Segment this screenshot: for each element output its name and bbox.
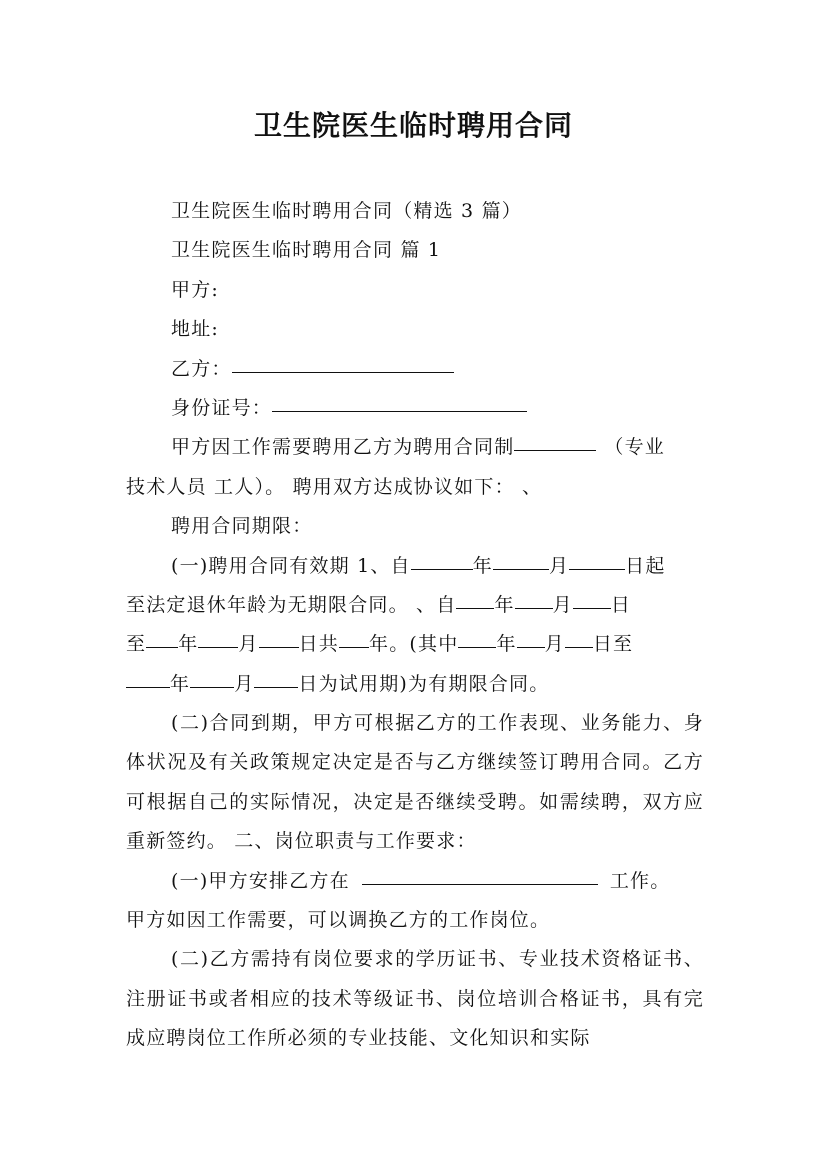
position-line-1 bbox=[126, 862, 704, 901]
party-b-line bbox=[126, 350, 704, 389]
term-line-1 bbox=[126, 547, 704, 586]
blank bbox=[456, 607, 494, 609]
position-text: (一)甲方安排乙方在 bbox=[171, 869, 350, 892]
term-text: 年 bbox=[494, 593, 515, 616]
term-text: 日 bbox=[610, 593, 632, 616]
term-text: 日起 bbox=[625, 554, 666, 577]
renewal-paragraph: (二)合同到期，甲方可根据乙方的工作表现、业务能力、身体状况及有关政策规定决定是否与乙方继续签订聘用合同。乙方可根据自己的实际情况，决定是否继续受聘。如需续聘，双方应重新签约。 二、岗位职责与工作要求： bbox=[126, 712, 704, 853]
employment-text: 甲方因工作需要聘用乙方为聘用合同制 bbox=[171, 436, 515, 459]
subtitle-line: 卫生院医生临时聘用合同（精选 3 篇） bbox=[171, 200, 522, 222]
blank bbox=[190, 686, 234, 688]
blank bbox=[573, 607, 611, 609]
blank bbox=[458, 646, 496, 648]
term-text: 至 bbox=[126, 633, 147, 656]
term-text: 月 bbox=[552, 593, 573, 616]
document-title: 卫生院医生临时聘用合同 bbox=[253, 109, 573, 142]
contract-term-heading: 聘用合同期限： bbox=[171, 515, 313, 538]
position-line-2: 甲方如因工作需要，可以调换乙方的工作岗位。 bbox=[126, 909, 551, 932]
party-b-blank bbox=[232, 371, 454, 373]
term-text: 日为试用期)为有期限合同。 bbox=[298, 672, 550, 695]
position-text: 工作。 bbox=[609, 869, 671, 892]
term-text: 月 bbox=[548, 554, 570, 577]
employment-line-2: 技术人员 工人）。 聘用双方达成协议如下： 、 bbox=[126, 475, 543, 498]
blank bbox=[198, 646, 238, 648]
blank bbox=[126, 686, 170, 688]
party-a-label: 甲方: bbox=[171, 278, 220, 301]
employment-line-1 bbox=[126, 428, 704, 467]
blank bbox=[493, 568, 549, 570]
term-text: 月 bbox=[234, 672, 255, 695]
term-text: 月 bbox=[544, 633, 565, 656]
term-line-4 bbox=[126, 665, 704, 704]
employment-text: （专业 bbox=[604, 436, 666, 459]
section-heading: 卫生院医生临时聘用合同 篇 1 bbox=[171, 239, 442, 262]
qualification-paragraph: (二)乙方需持有岗位要求的学历证书、专业技术资格证书、注册证书或者相应的技术等级证书、岗位培训合格证书，具有完成应聘岗位工作所必须的专业技能、文化知识和实际 bbox=[126, 948, 704, 1050]
blank bbox=[569, 568, 625, 570]
position-blank bbox=[362, 883, 598, 885]
blank bbox=[146, 646, 178, 648]
term-text: 日共 bbox=[298, 633, 340, 656]
id-number-blank bbox=[272, 410, 527, 412]
blank bbox=[254, 686, 298, 688]
term-text: 年 bbox=[178, 633, 199, 656]
term-line-3 bbox=[126, 625, 704, 664]
term-text: 年。(其中 bbox=[369, 633, 459, 656]
blank bbox=[515, 607, 553, 609]
blank bbox=[517, 646, 545, 648]
term-line-2 bbox=[126, 586, 704, 625]
blank bbox=[259, 646, 299, 648]
blank bbox=[411, 568, 473, 570]
blank bbox=[565, 646, 593, 648]
blank bbox=[339, 646, 369, 648]
party-b-label: 乙方： bbox=[171, 357, 232, 380]
term-text: 年 bbox=[170, 672, 191, 695]
document-body bbox=[126, 192, 704, 1059]
id-number-label: 身份证号： bbox=[171, 396, 273, 419]
id-number-line bbox=[126, 389, 704, 428]
term-text: 月 bbox=[238, 633, 259, 656]
contract-type-blank bbox=[514, 449, 596, 451]
term-text: 年 bbox=[496, 633, 517, 656]
address-label: 地址: bbox=[171, 318, 220, 341]
term-text: 年 bbox=[472, 554, 493, 577]
term-text: 日至 bbox=[592, 633, 634, 656]
term-text: 至法定退休年龄为无期限合同。 、自 bbox=[126, 593, 457, 616]
term-text: (一)聘用合同有效期 1、自 bbox=[171, 554, 411, 577]
